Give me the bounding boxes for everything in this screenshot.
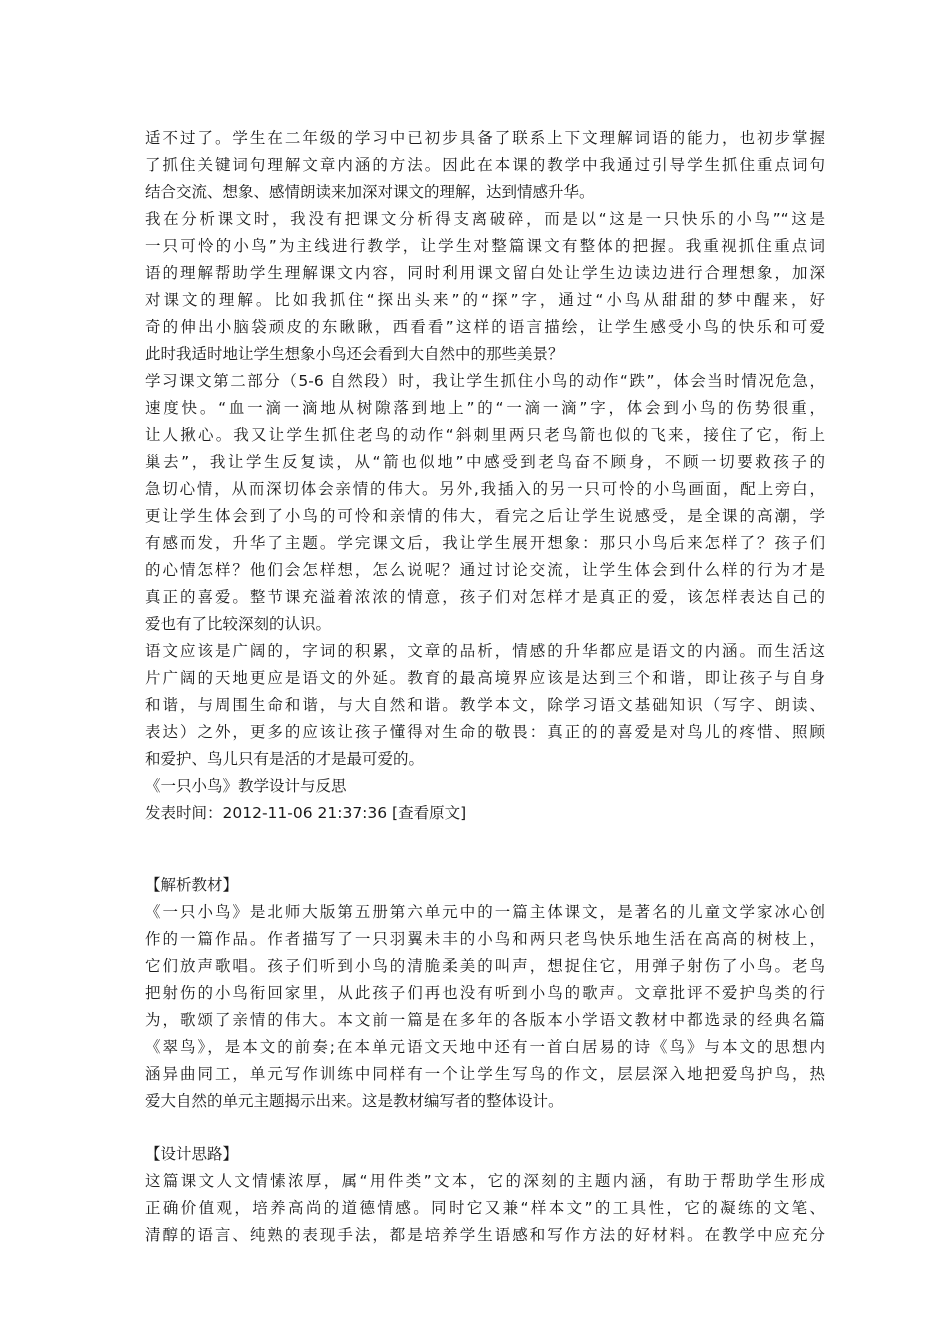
section-line: 这篇课文人文情愫浓厚，属“用件类”文本，它的深刻的主题内涵，有助于帮助学生形成 <box>145 1172 825 1190</box>
paragraph <box>145 206 825 368</box>
paragraph-line: 学习课文第二部分（5-6 自然段）时，我让学生抓住小鸟的动作“跌”，体会当时情况危急， <box>145 372 825 390</box>
paragraph-line: 片广阔的天地更应是语文的外延。教育的最高境界应该是达到三个和谐，即让孩子与自身 <box>145 669 825 687</box>
section-heading: 【设计思路】 <box>145 1145 239 1163</box>
paragraph-line: 此时我适时地让学生想象小鸟还会看到大自然中的那些美景？ <box>145 345 564 363</box>
paragraph-line: 和谐，与周围生命和谐，与大自然和谐。教学本文，除学习语文基础知识（写字、朗读、 <box>145 696 825 714</box>
paragraph-line: 结合交流、想象、感情朗读来加深对课文的理解，达到情感升华。 <box>145 183 595 201</box>
publish-time-line: 发表时间：2012-11-06 21:37:36 [查看原文] <box>145 804 467 822</box>
paragraph-line: 让人揪心。我又让学生抓住老鸟的动作“斜刺里两只老鸟箭也似的飞来，接住了它，衔上 <box>145 426 825 444</box>
paragraph-line: 急切心情，从而深切体会亲情的伟大。另外,我插入的另一只可怜的小鸟画面，配上旁白， <box>145 480 825 498</box>
section-line: 它们放声歌唱。孩子们听到小鸟的清脆柔美的叫声，想捉住它，用弹子射伤了小鸟。老鸟 <box>145 957 825 975</box>
section-spacer <box>145 1115 825 1141</box>
section-line: 《一只小鸟》是北师大版第五册第六单元中的一篇主体课文，是著名的儿童文学家冰心创 <box>145 903 825 921</box>
paragraph-line: 语的理解帮助学生理解课文内容，同时利用课文留白处让学生边读边进行合理想象，加深 <box>145 264 825 282</box>
paragraph-line: 一只可怜的小鸟”为主线进行教学，让学生对整篇课文有整体的把握。我重视抓住重点词 <box>145 237 825 255</box>
article-upper-block <box>145 125 825 827</box>
paragraph-line: 对课文的理解。比如我抓住“探出头来”的“探”字，通过“小鸟从甜甜的梦中醒来，好 <box>145 291 825 309</box>
section <box>145 1141 825 1249</box>
paragraph-line: 爱也有了比较深刻的认识。 <box>145 615 332 633</box>
article-title: 《一只小鸟》教学设计与反思 <box>145 777 347 795</box>
paragraph-line: 适不过了。学生在二年级的学习中已初步具备了联系上下文理解词语的能力，也初步掌握 <box>145 129 825 147</box>
section-line: 爱大自然的单元主题揭示出来。这是教材编写者的整体设计。 <box>145 1092 564 1110</box>
section-line: 把射伤的小鸟衔回家里，从此孩子们再也没有听到小鸟的歌声。文章批评不爱护鸟类的行 <box>145 984 825 1002</box>
paragraph-line: 奇的伸出小脑袋顽皮的东瞅瞅，西看看”这样的语言描绘，让学生感受小鸟的快乐和可爱 <box>145 318 825 336</box>
section-line: 涵异曲同工，单元写作训练中同样有一个让学生写鸟的作文，层层深入地把爱鸟护鸟，热 <box>145 1065 825 1083</box>
section-line: 正确价值观，培养高尚的道德情感。同时它又兼“样本文”的工具性，它的凝练的文笔、 <box>145 1199 825 1217</box>
article-lower-block <box>145 872 825 1249</box>
article-sections <box>145 872 825 1249</box>
paragraph-line: 我在分析课文时，我没有把课文分析得支离破碎，而是以“这是一只快乐的小鸟”“这是 <box>145 210 825 228</box>
paragraph-line: 巢去”，我让学生反复读，从“箭也似地”中感受到老鸟奋不顾身，不顾一切要救孩子的 <box>145 453 825 471</box>
section-line: 《翠鸟》，是本文的前奏;在本单元语文天地中还有一首白居易的诗《鸟》与本文的思想内 <box>145 1038 825 1056</box>
paragraph-line: 表达）之外，更多的应该让孩子懂得对生命的敬畏：真正的的喜爱是对鸟儿的疼惜、照顾 <box>145 723 825 741</box>
paragraph-line: 和爱护、鸟儿只有是活的才是最可爱的。 <box>145 750 425 768</box>
paragraph-line: 的心情怎样？他们会怎样想，怎么说呢？通过讨论交流，让学生体会到什么样的行为才是 <box>145 561 825 579</box>
reflection-paragraphs <box>145 125 825 773</box>
paragraph-line: 真正的喜爱。整节课充溢着浓浓的情意，孩子们对怎样才是真正的爱，该怎样表达自己的 <box>145 588 825 606</box>
paragraph-line: 语文应该是广阔的，字词的积累，文章的品析，情感的升华都应是语文的内涵。而生活这 <box>145 642 825 660</box>
section-line: 清醇的语言、纯熟的表现手法，都是培养学生语感和写作方法的好材料。在教学中应充分 <box>145 1226 825 1244</box>
paragraph-line: 更让学生体会到了小鸟的可怜和亲情的伟大，看完之后让学生说感受，是全课的高潮，学 <box>145 507 825 525</box>
paragraph-line: 有感而发，升华了主题。学完课文后，我让学生展开想象：那只小鸟后来怎样了？孩子们 <box>145 534 825 552</box>
section <box>145 872 825 1115</box>
paragraph-line: 速度快。“血一滴一滴地从树隙落到地上”的“一滴一滴”字，体会到小鸟的伤势很重， <box>145 399 825 417</box>
paragraph-line: 了抓住关键词句理解文章内涵的方法。因此在本课的教学中我通过引导学生抓住重点词句 <box>145 156 825 174</box>
paragraph <box>145 638 825 773</box>
section-line: 作的一篇作品。作者描写了一只羽翼未丰的小鸟和两只老鸟快乐地生活在高高的树枝上， <box>145 930 825 948</box>
paragraph <box>145 125 825 206</box>
paragraph <box>145 368 825 638</box>
section-line: 为，歌颂了亲情的伟大。本文前一篇是在多年的各版本小学语文教材中都选录的经典名篇 <box>145 1011 825 1029</box>
section-heading: 【解析教材】 <box>145 876 239 894</box>
